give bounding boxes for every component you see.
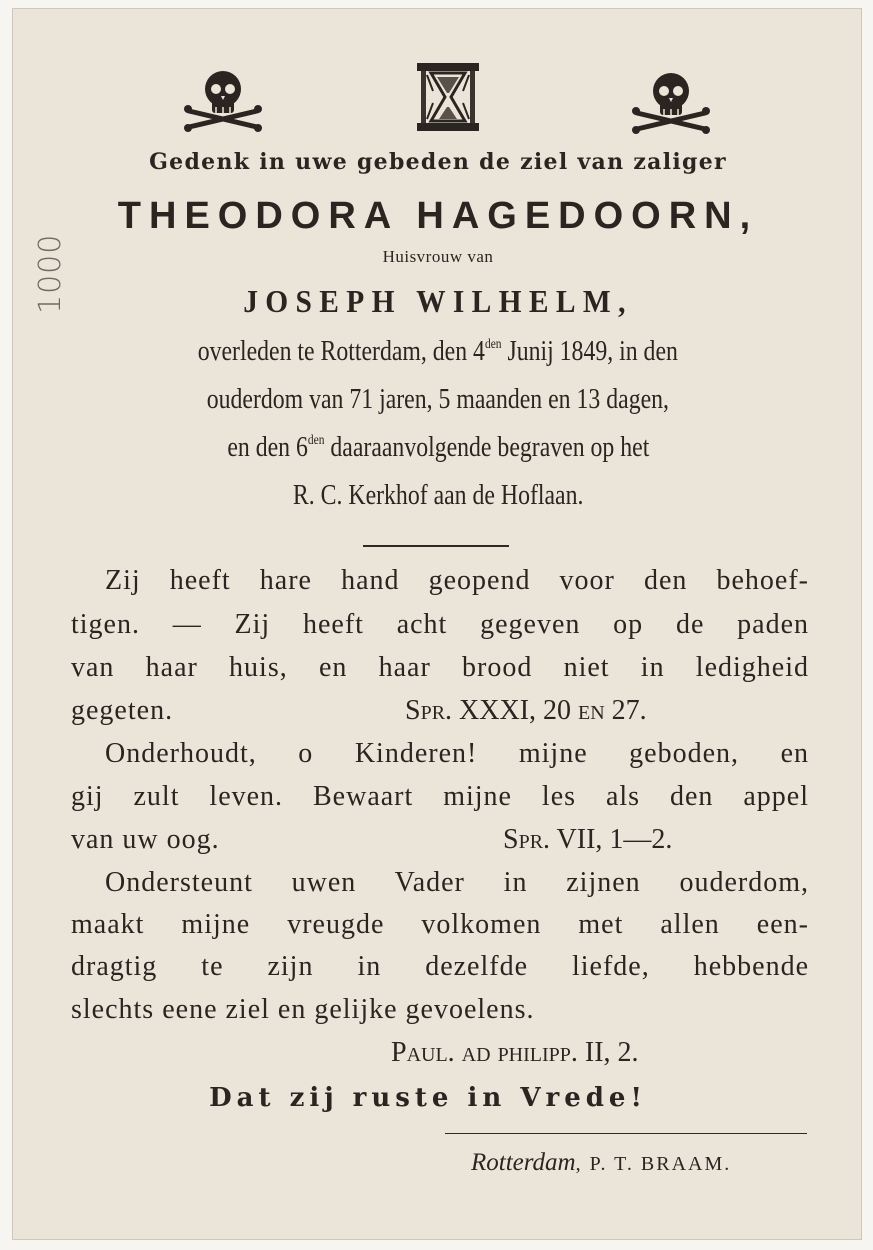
divider-rule: [363, 545, 509, 547]
verse-2-line-2: gij zult leven. Bewaart mijne les als den appel: [71, 781, 809, 812]
printer-name: , P. T. BRAAM.: [575, 1153, 732, 1175]
verse-2-line-3: van uw oog.: [71, 824, 220, 855]
printer-rule: [445, 1133, 807, 1134]
verse-3-line-2: maakt mijne vreugde volkomen met allen een-: [71, 909, 809, 940]
handwritten-annotation: 1000: [33, 233, 68, 314]
skull-crossbones-left-icon: [183, 67, 263, 133]
verse-2-reference: Spr. VII, 1—2.: [503, 824, 673, 855]
details-line-4: R. C. Kerkhof aan de Hoflaan.: [292, 479, 584, 511]
printer-imprint: [471, 1149, 731, 1177]
deceased-name: THEODORA HAGEDOORN,: [117, 195, 759, 237]
verse-3-line-3: dragtig te zijn in dezelfde liefde, hebbende: [71, 951, 809, 982]
spouse-name: JOSEPH WILHELM,: [243, 283, 633, 319]
verse-3-line-4: slechts eene ziel en gelijke gevoelens.: [71, 994, 535, 1025]
verse-3-reference: Paul. ad philipp. II, 2.: [391, 1037, 639, 1068]
verse-1-line-1: Zij heeft hare hand geopend voor den behoef-: [105, 565, 809, 596]
intro-line: Gedenk in uwe gebeden de ziel van zaliger: [149, 149, 727, 175]
verse-1-line-2: tigen. — Zij heeft acht gegeven op de paden: [71, 609, 809, 640]
prayer-card: [12, 8, 862, 1240]
verse-3-line-1: Ondersteunt uwen Vader in zijnen ouderdom,: [105, 867, 809, 898]
verse-1-line-4: gegeten.: [71, 695, 174, 726]
skull-crossbones-right-icon: [631, 69, 711, 135]
hourglass-icon: [415, 61, 481, 133]
relation-line: Huisvrouw van: [382, 247, 494, 266]
details-line-2: ouderdom van 71 jaren, 5 maanden en 13 dagen,: [206, 383, 670, 415]
verse-1-reference: Spr. XXXI, 20 en 27.: [405, 695, 647, 726]
printer-city: Rotterdam: [471, 1149, 576, 1176]
verse-1-line-3: van haar huis, en haar brood niet in ledigheid: [71, 652, 809, 683]
verse-2-line-1: Onderhoudt, o Kinderen! mijne geboden, en: [105, 738, 809, 769]
closing-line: Dat zij ruste in Vrede!: [209, 1083, 647, 1113]
details-line-1: overleden te Rotterdam, den $4^{den}$ Junij 1849, in den: [197, 335, 679, 367]
details-line-3: en den $6^{den}$ daaraanvolgende begraven op het: [227, 431, 649, 463]
